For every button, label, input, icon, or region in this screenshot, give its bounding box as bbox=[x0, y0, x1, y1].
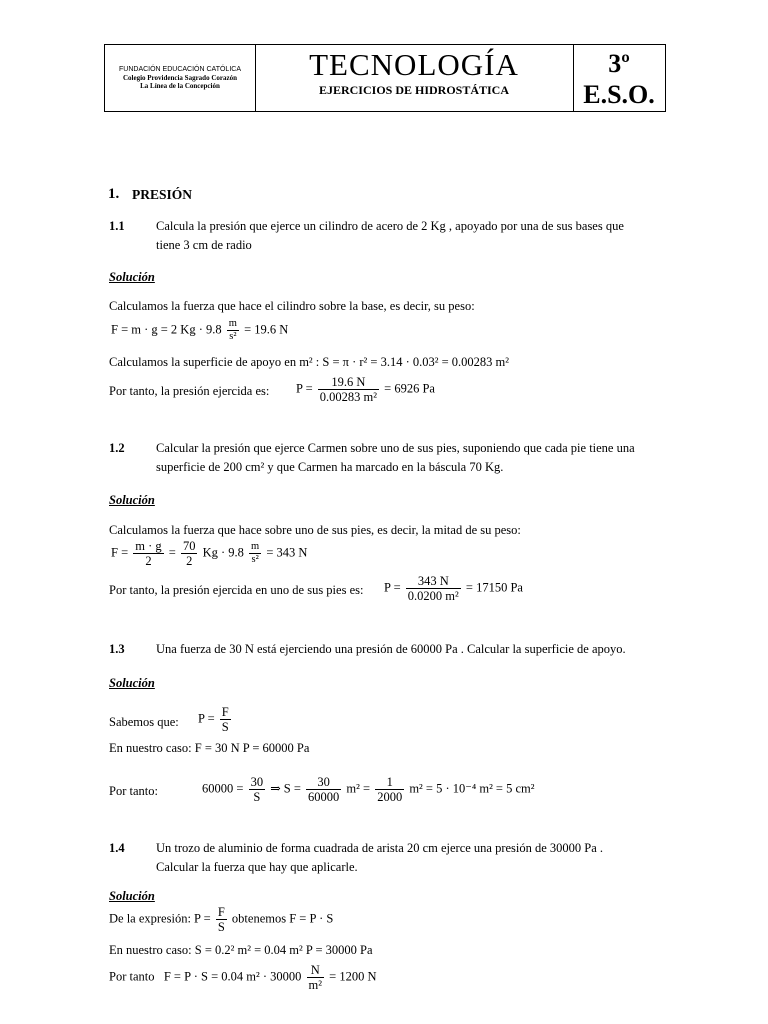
numerator: m bbox=[251, 541, 260, 552]
course-cell bbox=[573, 45, 665, 111]
numerator: 70 bbox=[182, 539, 196, 553]
equation-part: Por tanto bbox=[109, 969, 155, 984]
fraction bbox=[133, 539, 163, 568]
equation bbox=[202, 775, 535, 804]
solution-text: Por tanto, la presión ejercida en uno de sus pies es: bbox=[109, 583, 364, 597]
equation-part: F = P · S = 0.04 m² · 30000 bbox=[163, 969, 302, 984]
numerator: F bbox=[217, 905, 225, 919]
section-number: 1. bbox=[108, 186, 120, 202]
denominator: S bbox=[217, 920, 225, 934]
exercise-number: 1.4 bbox=[109, 841, 125, 855]
numerator: 19.6 N bbox=[318, 375, 379, 390]
course-level: 3º bbox=[608, 49, 630, 78]
equation-part: = 17150 Pa bbox=[465, 580, 523, 595]
exercise-text-line: Calcula la presión que ejerce un cilindro de acero de 2 Kg , apoyado por una de sus bases que bbox=[156, 219, 624, 233]
exercise-number: 1.1 bbox=[109, 219, 125, 233]
course-name: E.S.O. bbox=[583, 80, 655, 109]
equation-part: Kg · 9.8 bbox=[202, 545, 244, 560]
equation-part: F = bbox=[111, 545, 129, 560]
numerator: 343 N bbox=[406, 574, 461, 589]
equation bbox=[109, 905, 333, 934]
numerator: 30 bbox=[250, 775, 264, 789]
fraction bbox=[249, 541, 261, 566]
numerator: m · g bbox=[135, 539, 162, 553]
school-location: La Línea de la Concepción bbox=[140, 82, 220, 90]
equation-part: m² = bbox=[346, 781, 371, 796]
denominator: S bbox=[221, 720, 229, 734]
solution-text: Calculamos la superficie de apoyo en m² : S = π · r² = 3.14 · 0.03² = 0.00283 m² bbox=[109, 355, 510, 369]
exercise-text-line: tiene 3 cm de radio bbox=[156, 238, 252, 252]
fraction bbox=[375, 775, 404, 804]
section-title: PRESIÓN bbox=[132, 187, 193, 202]
solution-label: Solución bbox=[109, 493, 155, 507]
solution-text: En nuestro caso: S = 0.2² m² = 0.04 m² P = 30000 Pa bbox=[109, 943, 373, 957]
school-subname: Colegio Providencia Sagrado Corazón bbox=[122, 74, 237, 82]
equation-part: F = m · g = 2 Kg · 9.8 bbox=[111, 322, 222, 337]
solution-label: Solución bbox=[109, 676, 155, 690]
fraction bbox=[307, 963, 324, 992]
exercise-text-line: Un trozo de aluminio de forma cuadrada de arista 20 cm ejerce una presión de 30000 Pa . bbox=[156, 841, 604, 855]
equation-part: = bbox=[168, 545, 176, 560]
equation bbox=[109, 963, 376, 992]
document-subtitle: EJERCICIOS DE HIDROSTÁTICA bbox=[318, 83, 510, 97]
fraction bbox=[318, 375, 379, 404]
exercise-text-line: superficie de 200 cm² y que Carmen ha marcado en la báscula 70 Kg. bbox=[156, 460, 504, 474]
equation-part: De la expresión: bbox=[109, 911, 191, 926]
denominator: 0.0200 m² bbox=[407, 589, 459, 603]
exercise-text-line: Calcular la presión que ejerce Carmen sobre uno de sus pies, suponiendo que cada pie tiene una bbox=[156, 441, 635, 455]
solution-text: En nuestro caso: F = 30 N P = 60000 Pa bbox=[109, 741, 310, 755]
equation-part: = 19.6 N bbox=[244, 322, 289, 337]
numerator: 1 bbox=[375, 775, 404, 790]
equation-part: = 343 N bbox=[266, 545, 308, 560]
fraction bbox=[249, 775, 266, 804]
solution-text: Por tanto, la presión ejercida es: bbox=[109, 384, 270, 398]
exercise-number: 1.3 bbox=[109, 642, 125, 656]
fraction bbox=[406, 574, 461, 603]
equation bbox=[198, 705, 233, 734]
denominator: s² bbox=[229, 331, 237, 342]
denominator: 2000 bbox=[377, 790, 403, 804]
exercise-text-line: Una fuerza de 30 N está ejerciendo una presión de 60000 Pa . Calcular la superficie de apoyo. bbox=[156, 642, 626, 656]
solution-label: Solución bbox=[109, 889, 155, 903]
denominator: s² bbox=[251, 554, 259, 565]
title-cell bbox=[255, 45, 574, 111]
equation bbox=[296, 375, 435, 404]
numerator: m bbox=[228, 318, 237, 329]
document-header bbox=[104, 44, 666, 112]
denominator: 2 bbox=[186, 554, 193, 568]
equation-part: ⇒ S = bbox=[270, 781, 301, 796]
solution-text: Calculamos la fuerza que hace sobre uno de sus pies, es decir, la mitad de su peso: bbox=[109, 523, 521, 537]
denominator: 0.00283 m² bbox=[319, 390, 378, 404]
numerator: F bbox=[221, 705, 229, 719]
denominator: 60000 bbox=[308, 790, 340, 804]
fraction bbox=[220, 705, 231, 734]
equation-part: = 1200 N bbox=[329, 969, 377, 984]
solution-label: Solución bbox=[109, 270, 155, 284]
numerator: 30 bbox=[306, 775, 341, 790]
equation bbox=[384, 574, 523, 603]
equation-part: 60000 = bbox=[202, 781, 244, 796]
equation-part: = 6926 Pa bbox=[384, 381, 435, 396]
exercise-text-line: Calcular la fuerza que hay que aplicarle. bbox=[156, 860, 358, 874]
equation-part: P = bbox=[384, 580, 401, 595]
fraction bbox=[216, 905, 227, 934]
denominator: m² bbox=[308, 978, 323, 992]
solution-text: Sabemos que: bbox=[109, 715, 179, 729]
numerator: N bbox=[307, 963, 324, 978]
equation-part: P = bbox=[194, 911, 211, 926]
fraction bbox=[181, 539, 198, 568]
equation-part: m² = 5 · 10⁻⁴ m² = 5 cm² bbox=[409, 781, 535, 796]
denominator: S bbox=[253, 790, 261, 804]
equation-part: P = bbox=[198, 711, 215, 726]
equation bbox=[111, 318, 288, 343]
equation-part: P = bbox=[296, 381, 313, 396]
exercise-number: 1.2 bbox=[109, 441, 125, 455]
equation-part: obtenemos F = P · S bbox=[231, 911, 334, 926]
school-name: FUNDACIÓN EDUCACIÓN CATÓLICA bbox=[119, 66, 241, 73]
equation bbox=[111, 539, 307, 568]
school-cell bbox=[105, 45, 256, 111]
solution-text: Calculamos la fuerza que hace el cilindro sobre la base, es decir, su peso: bbox=[109, 299, 475, 313]
fraction bbox=[227, 318, 239, 343]
denominator: 2 bbox=[145, 554, 152, 568]
document-title: TECNOLOGÍA bbox=[309, 47, 519, 82]
fraction bbox=[306, 775, 341, 804]
solution-text: Por tanto: bbox=[109, 784, 158, 798]
